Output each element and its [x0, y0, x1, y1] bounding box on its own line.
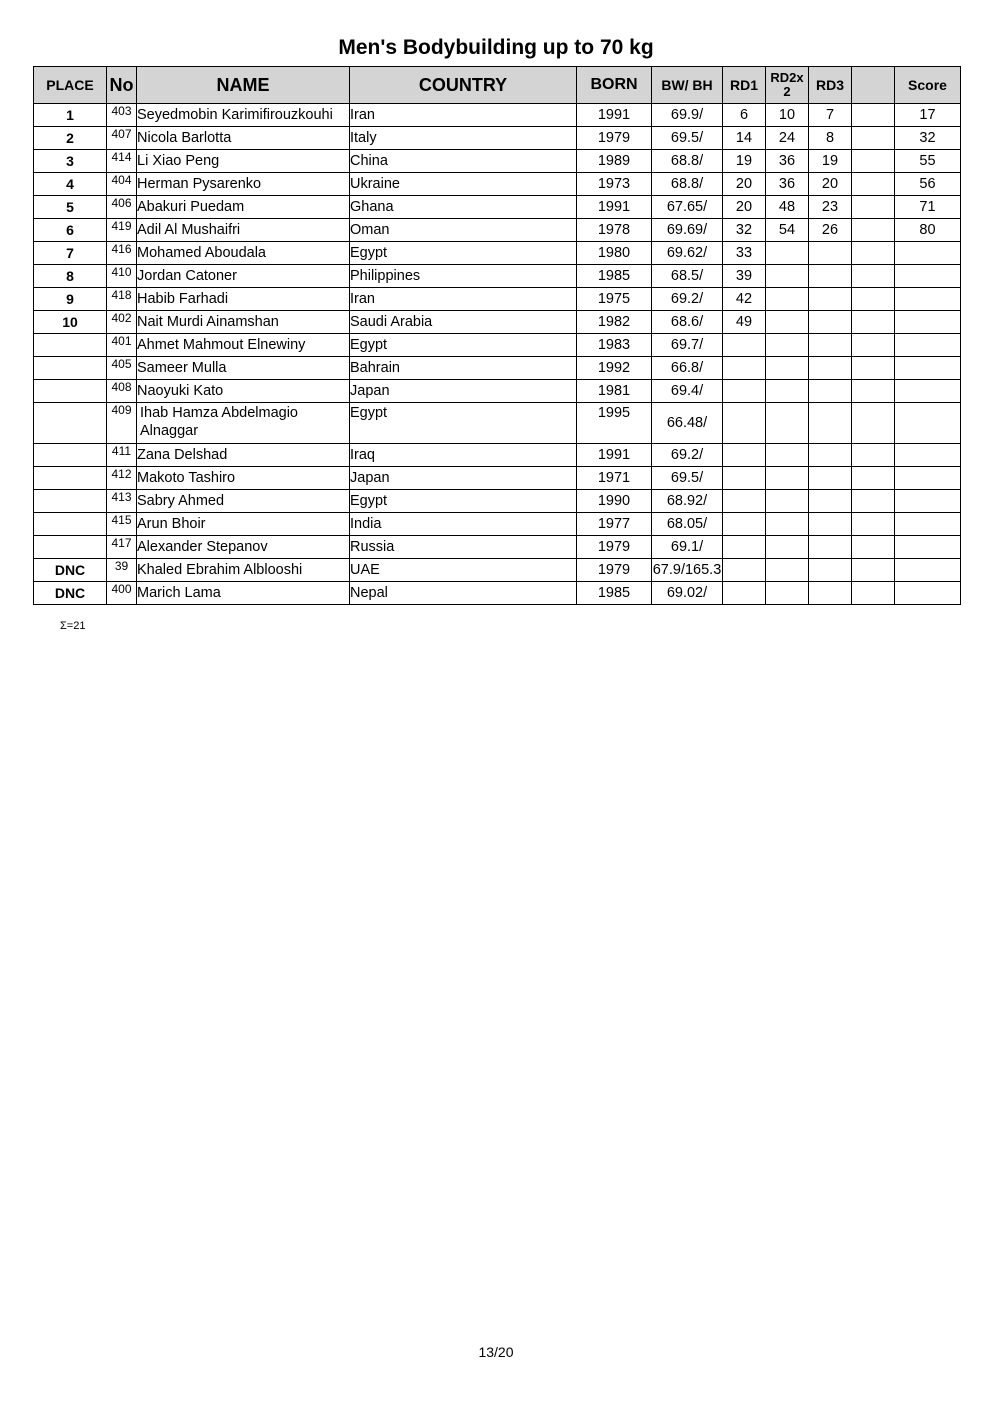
rd3-cell: [809, 559, 852, 582]
name-cell: Khaled Ebrahim Alblooshi: [137, 559, 350, 582]
bodyweight-cell: 66.48/: [652, 403, 723, 444]
number-cell: 413: [107, 490, 137, 513]
place-cell: 7: [34, 242, 107, 265]
rd2-cell: [766, 490, 809, 513]
place-cell: [34, 513, 107, 536]
bodyweight-cell: 68.92/: [652, 490, 723, 513]
number-cell: 417: [107, 536, 137, 559]
bodyweight-cell: 69.62/: [652, 242, 723, 265]
number-cell: 419: [107, 219, 137, 242]
name-cell: Seyedmobin Karimifirouzkouhi: [137, 104, 350, 127]
header-rd2-line2: 2: [783, 84, 791, 99]
score-cell: [895, 288, 961, 311]
blank-cell: [852, 380, 895, 403]
name-cell: Marich Lama: [137, 582, 350, 605]
place-cell: 2: [34, 127, 107, 150]
number-cell: 403: [107, 104, 137, 127]
table-row: [34, 150, 961, 173]
born-cell: 1991: [577, 104, 652, 127]
blank-cell: [852, 582, 895, 605]
table-row: [34, 104, 961, 127]
country-cell: China: [350, 150, 577, 173]
number-cell: 418: [107, 288, 137, 311]
born-cell: 1977: [577, 513, 652, 536]
rd1-cell: [723, 357, 766, 380]
number-cell: 412: [107, 467, 137, 490]
score-cell: [895, 559, 961, 582]
number-cell: 400: [107, 582, 137, 605]
rd2-cell: 36: [766, 173, 809, 196]
score-cell: [895, 582, 961, 605]
rd2-cell: [766, 311, 809, 334]
name-cell: Sameer Mulla: [137, 357, 350, 380]
blank-cell: [852, 288, 895, 311]
rd3-cell: 23: [809, 196, 852, 219]
rd2-cell: [766, 403, 809, 444]
score-cell: 56: [895, 173, 961, 196]
country-cell: Ghana: [350, 196, 577, 219]
name-cell: Makoto Tashiro: [137, 467, 350, 490]
country-cell: Iran: [350, 104, 577, 127]
table-row: [34, 403, 961, 444]
blank-cell: [852, 104, 895, 127]
blank-cell: [852, 513, 895, 536]
rd2-cell: [766, 265, 809, 288]
country-cell: Egypt: [350, 403, 577, 444]
number-cell: 410: [107, 265, 137, 288]
number-cell: 402: [107, 311, 137, 334]
blank-cell: [852, 311, 895, 334]
number-cell: 414: [107, 150, 137, 173]
born-cell: 1975: [577, 288, 652, 311]
header-rd2-line1: RD2x: [770, 70, 804, 85]
score-cell: [895, 536, 961, 559]
blank-cell: [852, 357, 895, 380]
rd1-cell: 39: [723, 265, 766, 288]
rd3-cell: [809, 490, 852, 513]
rd2-cell: [766, 380, 809, 403]
place-cell: 6: [34, 219, 107, 242]
table-row: [34, 127, 961, 150]
blank-cell: [852, 467, 895, 490]
born-cell: 1982: [577, 311, 652, 334]
table-row: [34, 513, 961, 536]
rd3-cell: [809, 334, 852, 357]
born-cell: 1978: [577, 219, 652, 242]
born-cell: 1985: [577, 265, 652, 288]
bodyweight-cell: 69.69/: [652, 219, 723, 242]
rd3-cell: [809, 467, 852, 490]
born-cell: 1990: [577, 490, 652, 513]
number-cell: 39: [107, 559, 137, 582]
name-cell: Arun Bhoir: [137, 513, 350, 536]
place-cell: DNC: [34, 559, 107, 582]
bodyweight-cell: 69.5/: [652, 467, 723, 490]
bodyweight-cell: 68.8/: [652, 150, 723, 173]
table-row: [34, 196, 961, 219]
bodyweight-cell: 67.65/: [652, 196, 723, 219]
number-cell: 415: [107, 513, 137, 536]
born-cell: 1995: [577, 403, 652, 444]
bodyweight-cell: 67.9/165.3: [652, 559, 723, 582]
score-cell: [895, 513, 961, 536]
place-cell: [34, 444, 107, 467]
number-cell: 407: [107, 127, 137, 150]
table-row: [34, 311, 961, 334]
country-cell: Nepal: [350, 582, 577, 605]
born-cell: 1991: [577, 444, 652, 467]
rd2-cell: 24: [766, 127, 809, 150]
score-cell: [895, 242, 961, 265]
name-cell: Alexander Stepanov: [137, 536, 350, 559]
table-row: [34, 219, 961, 242]
rd3-cell: [809, 380, 852, 403]
country-cell: Bahrain: [350, 357, 577, 380]
rd3-cell: [809, 288, 852, 311]
born-cell: 1980: [577, 242, 652, 265]
score-cell: [895, 380, 961, 403]
blank-cell: [852, 219, 895, 242]
rd3-cell: [809, 311, 852, 334]
country-cell: Japan: [350, 467, 577, 490]
place-cell: 5: [34, 196, 107, 219]
country-cell: Japan: [350, 380, 577, 403]
name-cell: Zana Delshad: [137, 444, 350, 467]
name-cell: Ihab Hamza Abdelmagio Alnaggar: [137, 403, 350, 444]
country-cell: Ukraine: [350, 173, 577, 196]
score-cell: [895, 357, 961, 380]
rd1-cell: 14: [723, 127, 766, 150]
place-cell: 3: [34, 150, 107, 173]
place-cell: [34, 536, 107, 559]
country-cell: Italy: [350, 127, 577, 150]
table-row: [34, 467, 961, 490]
number-cell: 401: [107, 334, 137, 357]
rd1-cell: [723, 513, 766, 536]
results-body: [34, 104, 961, 605]
rd2-cell: [766, 559, 809, 582]
header-rd3: RD3: [809, 67, 852, 104]
rd1-cell: [723, 490, 766, 513]
competitor-count: Σ=21: [60, 620, 86, 632]
score-cell: [895, 334, 961, 357]
country-cell: Egypt: [350, 334, 577, 357]
table-row: [34, 582, 961, 605]
name-cell: Mohamed Aboudala: [137, 242, 350, 265]
rd1-cell: [723, 559, 766, 582]
table-row: [34, 559, 961, 582]
bodyweight-cell: 68.8/: [652, 173, 723, 196]
blank-cell: [852, 490, 895, 513]
name-cell: Jordan Catoner: [137, 265, 350, 288]
bodyweight-cell: 69.9/: [652, 104, 723, 127]
score-cell: [895, 467, 961, 490]
country-cell: UAE: [350, 559, 577, 582]
page-title: Men's Bodybuilding up to 70 kg: [338, 36, 654, 59]
rd2-cell: [766, 288, 809, 311]
place-cell: DNC: [34, 582, 107, 605]
rd3-cell: [809, 444, 852, 467]
born-cell: 1981: [577, 380, 652, 403]
rd3-cell: [809, 265, 852, 288]
score-cell: 55: [895, 150, 961, 173]
rd3-cell: 8: [809, 127, 852, 150]
rd3-cell: 20: [809, 173, 852, 196]
bodyweight-cell: 69.4/: [652, 380, 723, 403]
table-row: [34, 334, 961, 357]
header-rd2x2: [766, 67, 809, 104]
table-row: [34, 490, 961, 513]
rd2-cell: [766, 242, 809, 265]
bodyweight-cell: 66.8/: [652, 357, 723, 380]
table-row: [34, 173, 961, 196]
country-cell: Philippines: [350, 265, 577, 288]
place-cell: [34, 357, 107, 380]
rd1-cell: 32: [723, 219, 766, 242]
rd2-cell: [766, 467, 809, 490]
rd1-cell: [723, 444, 766, 467]
rd2-cell: [766, 444, 809, 467]
place-cell: 8: [34, 265, 107, 288]
number-cell: 404: [107, 173, 137, 196]
rd1-cell: 6: [723, 104, 766, 127]
rd2-cell: [766, 582, 809, 605]
blank-cell: [852, 173, 895, 196]
place-cell: [34, 490, 107, 513]
rd2-cell: [766, 513, 809, 536]
header-name: NAME: [137, 67, 350, 104]
blank-cell: [852, 334, 895, 357]
name-cell: Habib Farhadi: [137, 288, 350, 311]
results-table: [33, 66, 961, 605]
bodyweight-cell: 68.6/: [652, 311, 723, 334]
place-cell: [34, 467, 107, 490]
rd2-cell: 54: [766, 219, 809, 242]
rd3-cell: [809, 513, 852, 536]
rd1-cell: [723, 334, 766, 357]
blank-cell: [852, 265, 895, 288]
header-born: BORN: [577, 67, 652, 104]
header-rd1: RD1: [723, 67, 766, 104]
rd3-cell: 26: [809, 219, 852, 242]
page-number: 13/20: [478, 1344, 514, 1360]
score-cell: [895, 265, 961, 288]
place-cell: [34, 334, 107, 357]
rd2-cell: 36: [766, 150, 809, 173]
rd1-cell: 49: [723, 311, 766, 334]
number-cell: 406: [107, 196, 137, 219]
born-cell: 1989: [577, 150, 652, 173]
number-cell: 411: [107, 444, 137, 467]
bodyweight-cell: 69.2/: [652, 444, 723, 467]
country-cell: Egypt: [350, 242, 577, 265]
rd1-cell: 19: [723, 150, 766, 173]
header-country: COUNTRY: [350, 67, 577, 104]
number-cell: 409: [107, 403, 137, 444]
header-bw-bh: BW/ BH: [652, 67, 723, 104]
born-cell: 1983: [577, 334, 652, 357]
table-row: [34, 380, 961, 403]
score-cell: 71: [895, 196, 961, 219]
country-cell: Egypt: [350, 490, 577, 513]
name-cell: Abakuri Puedam: [137, 196, 350, 219]
header-blank: [852, 67, 895, 104]
place-cell: 1: [34, 104, 107, 127]
blank-cell: [852, 536, 895, 559]
blank-cell: [852, 196, 895, 219]
country-cell: Iran: [350, 288, 577, 311]
rd2-cell: [766, 334, 809, 357]
number-cell: 408: [107, 380, 137, 403]
rd1-cell: 42: [723, 288, 766, 311]
blank-cell: [852, 444, 895, 467]
bodyweight-cell: 69.7/: [652, 334, 723, 357]
rd1-cell: [723, 467, 766, 490]
score-cell: [895, 444, 961, 467]
name-cell: Nicola Barlotta: [137, 127, 350, 150]
blank-cell: [852, 559, 895, 582]
rd3-cell: [809, 582, 852, 605]
header-no: No: [107, 67, 137, 104]
score-cell: 32: [895, 127, 961, 150]
rd1-cell: [723, 536, 766, 559]
rd3-cell: [809, 242, 852, 265]
born-cell: 1979: [577, 536, 652, 559]
blank-cell: [852, 127, 895, 150]
bodyweight-cell: 68.5/: [652, 265, 723, 288]
rd1-cell: 20: [723, 196, 766, 219]
place-cell: [34, 403, 107, 444]
born-cell: 1973: [577, 173, 652, 196]
country-cell: Iraq: [350, 444, 577, 467]
rd2-cell: 10: [766, 104, 809, 127]
born-cell: 1979: [577, 127, 652, 150]
header-row: [34, 67, 961, 104]
table-row: [34, 357, 961, 380]
born-cell: 1971: [577, 467, 652, 490]
number-cell: 416: [107, 242, 137, 265]
score-cell: [895, 311, 961, 334]
header-score: Score: [895, 67, 961, 104]
rd3-cell: 7: [809, 104, 852, 127]
name-cell: Naoyuki Kato: [137, 380, 350, 403]
table-row: [34, 242, 961, 265]
country-cell: India: [350, 513, 577, 536]
name-cell: Sabry Ahmed: [137, 490, 350, 513]
rd3-cell: 19: [809, 150, 852, 173]
rd3-cell: [809, 536, 852, 559]
blank-cell: [852, 242, 895, 265]
rd1-cell: [723, 582, 766, 605]
blank-cell: [852, 403, 895, 444]
bodyweight-cell: 69.5/: [652, 127, 723, 150]
country-cell: Russia: [350, 536, 577, 559]
place-cell: 10: [34, 311, 107, 334]
bodyweight-cell: 69.2/: [652, 288, 723, 311]
rd2-cell: 48: [766, 196, 809, 219]
name-cell: Adil Al Mushaifri: [137, 219, 350, 242]
name-cell: Ahmet Mahmout Elnewiny: [137, 334, 350, 357]
score-cell: 80: [895, 219, 961, 242]
score-cell: [895, 403, 961, 444]
place-cell: 9: [34, 288, 107, 311]
place-cell: [34, 380, 107, 403]
rd3-cell: [809, 403, 852, 444]
number-cell: 405: [107, 357, 137, 380]
table-row: [34, 444, 961, 467]
country-cell: Oman: [350, 219, 577, 242]
table-row: [34, 265, 961, 288]
name-cell: Li Xiao Peng: [137, 150, 350, 173]
header-place: PLACE: [34, 67, 107, 104]
table-row: [34, 536, 961, 559]
rd1-cell: [723, 380, 766, 403]
place-cell: 4: [34, 173, 107, 196]
born-cell: 1991: [577, 196, 652, 219]
rd1-cell: 20: [723, 173, 766, 196]
table-row: [34, 288, 961, 311]
bodyweight-cell: 69.02/: [652, 582, 723, 605]
born-cell: 1979: [577, 559, 652, 582]
bodyweight-cell: 69.1/: [652, 536, 723, 559]
rd3-cell: [809, 357, 852, 380]
born-cell: 1992: [577, 357, 652, 380]
bodyweight-cell: 68.05/: [652, 513, 723, 536]
score-cell: 17: [895, 104, 961, 127]
born-cell: 1985: [577, 582, 652, 605]
name-cell: Nait Murdi Ainamshan: [137, 311, 350, 334]
blank-cell: [852, 150, 895, 173]
rd2-cell: [766, 357, 809, 380]
rd1-cell: [723, 403, 766, 444]
name-cell: Herman Pysarenko: [137, 173, 350, 196]
country-cell: Saudi Arabia: [350, 311, 577, 334]
score-cell: [895, 490, 961, 513]
rd2-cell: [766, 536, 809, 559]
rd1-cell: 33: [723, 242, 766, 265]
